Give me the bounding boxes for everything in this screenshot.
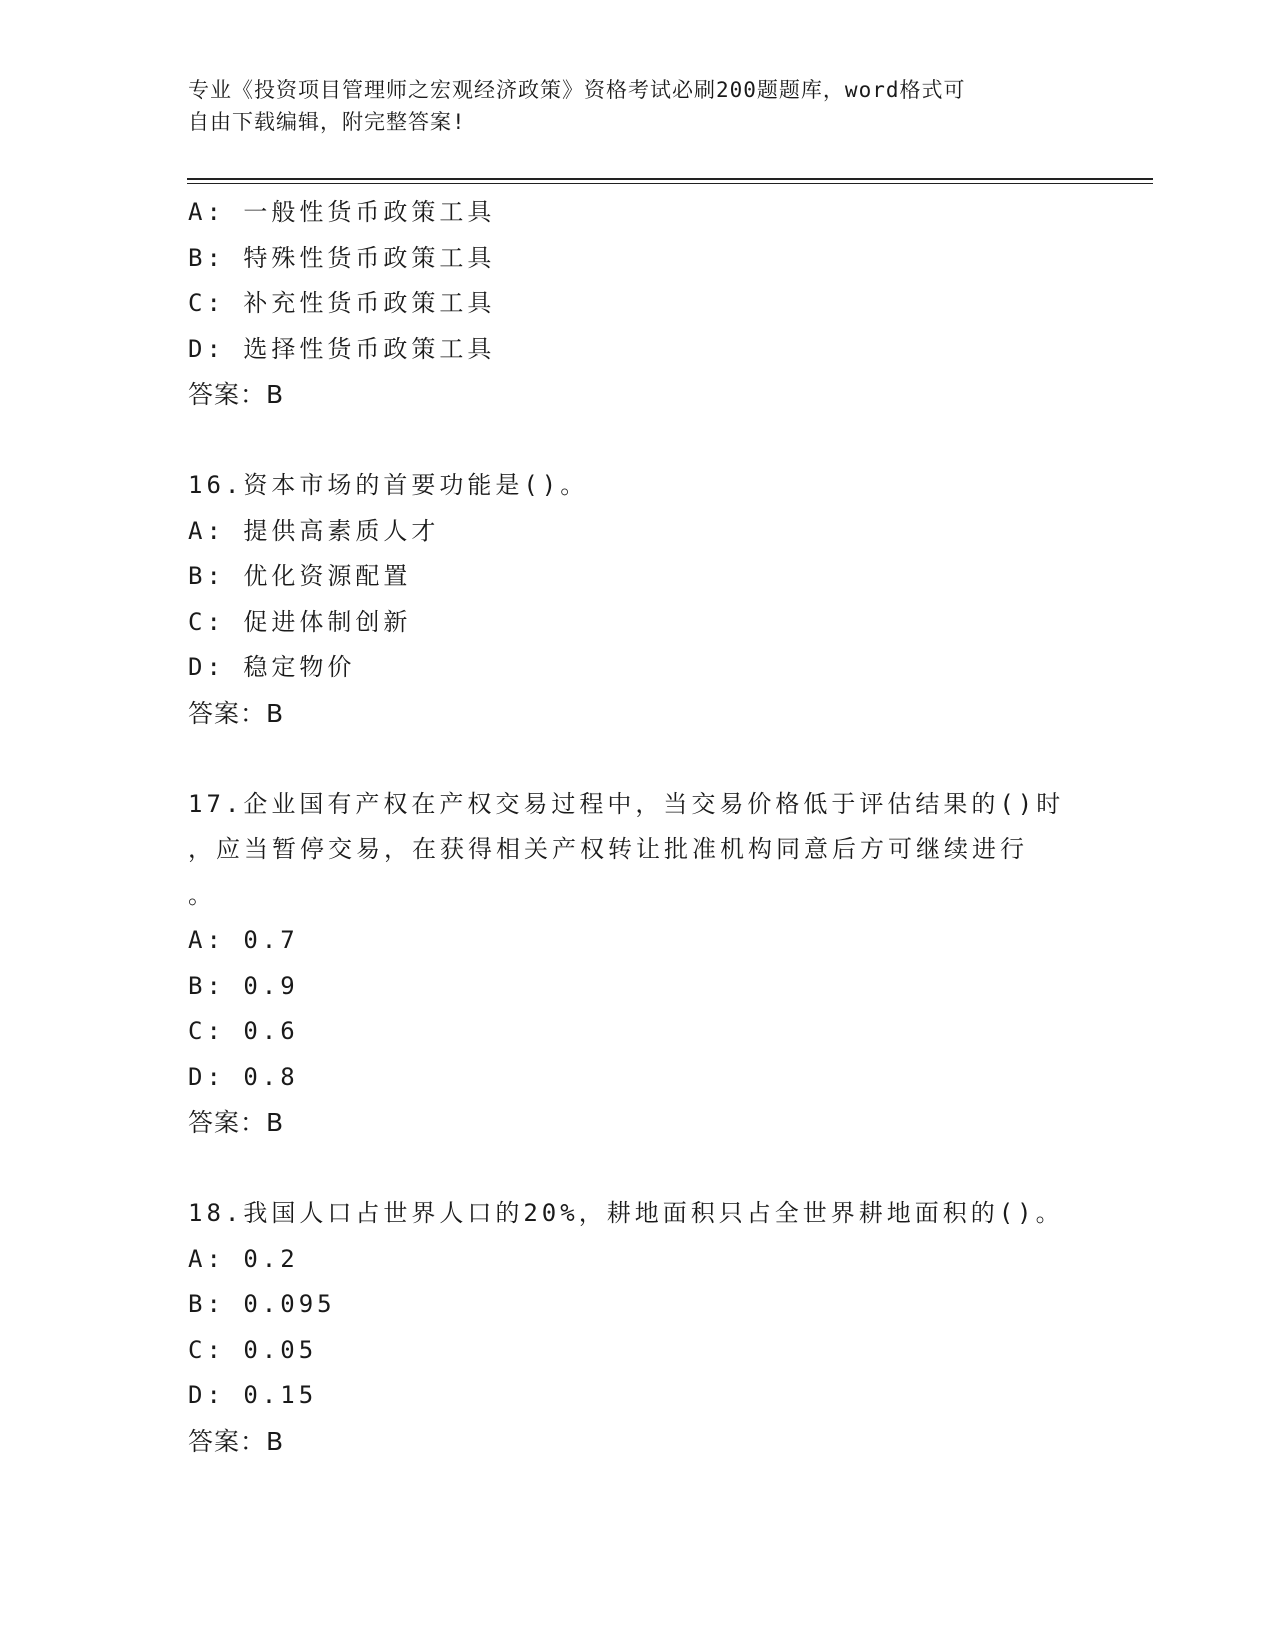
spacer	[188, 736, 1088, 782]
spacer	[188, 1146, 1088, 1192]
option-d: D: 稳定物价	[188, 653, 356, 681]
question-16	[188, 463, 1088, 736]
question-text-line-1: 17.企业国有产权在产权交易过程中，当交易价格低于评估结果的()时	[188, 789, 1065, 818]
option-a: A: 提供高素质人才	[188, 516, 440, 545]
option-c: C: 0.6	[188, 1017, 299, 1045]
question-list	[188, 190, 1088, 1464]
question-text-line-2: ，应当暂停交易，在获得相关产权转让批准机构同意后方可继续进行	[188, 835, 1028, 863]
option-d: D: 0.15	[188, 1381, 318, 1409]
option-c: C: 补充性货币政策工具	[188, 289, 496, 317]
spacer	[188, 418, 1088, 464]
header-line-2: 自由下载编辑，附完整答案!	[188, 110, 466, 134]
option-a: A: 一般性货币政策工具	[188, 198, 496, 226]
option-b: B: 0.9	[188, 971, 299, 1000]
question-text: 18.我国人口占世界人口的20%，耕地面积只占全世界耕地面积的()。	[188, 1199, 1064, 1227]
question-15	[188, 190, 1088, 418]
answer: 答案：B	[188, 1108, 285, 1137]
answer: 答案：B	[188, 698, 285, 728]
question-text: 16.资本市场的首要功能是()。	[188, 471, 589, 499]
option-c: C: 0.05	[188, 1335, 318, 1364]
option-a: A: 0.7	[188, 926, 299, 954]
question-17	[188, 782, 1088, 1146]
header-divider-thin	[187, 183, 1153, 184]
answer: 答案：B	[188, 380, 285, 409]
question-18	[188, 1191, 1088, 1464]
option-b: B: 0.095	[188, 1290, 336, 1318]
option-b: B: 优化资源配置	[188, 562, 412, 590]
answer: 答案：B	[188, 1426, 285, 1456]
option-b: B: 特殊性货币政策工具	[188, 243, 496, 272]
header-line-1: 专业《投资项目管理师之宏观经济政策》资格考试必刷200题题库，word格式可	[188, 78, 966, 102]
option-d: D: 0.8	[188, 1062, 299, 1091]
option-a: A: 0.2	[188, 1244, 299, 1273]
document-header	[188, 74, 1088, 138]
question-text-line-3: 。	[188, 880, 216, 909]
option-c: C: 促进体制创新	[188, 607, 412, 636]
option-d: D: 选择性货币政策工具	[188, 334, 496, 363]
header-divider-thick	[187, 178, 1153, 180]
